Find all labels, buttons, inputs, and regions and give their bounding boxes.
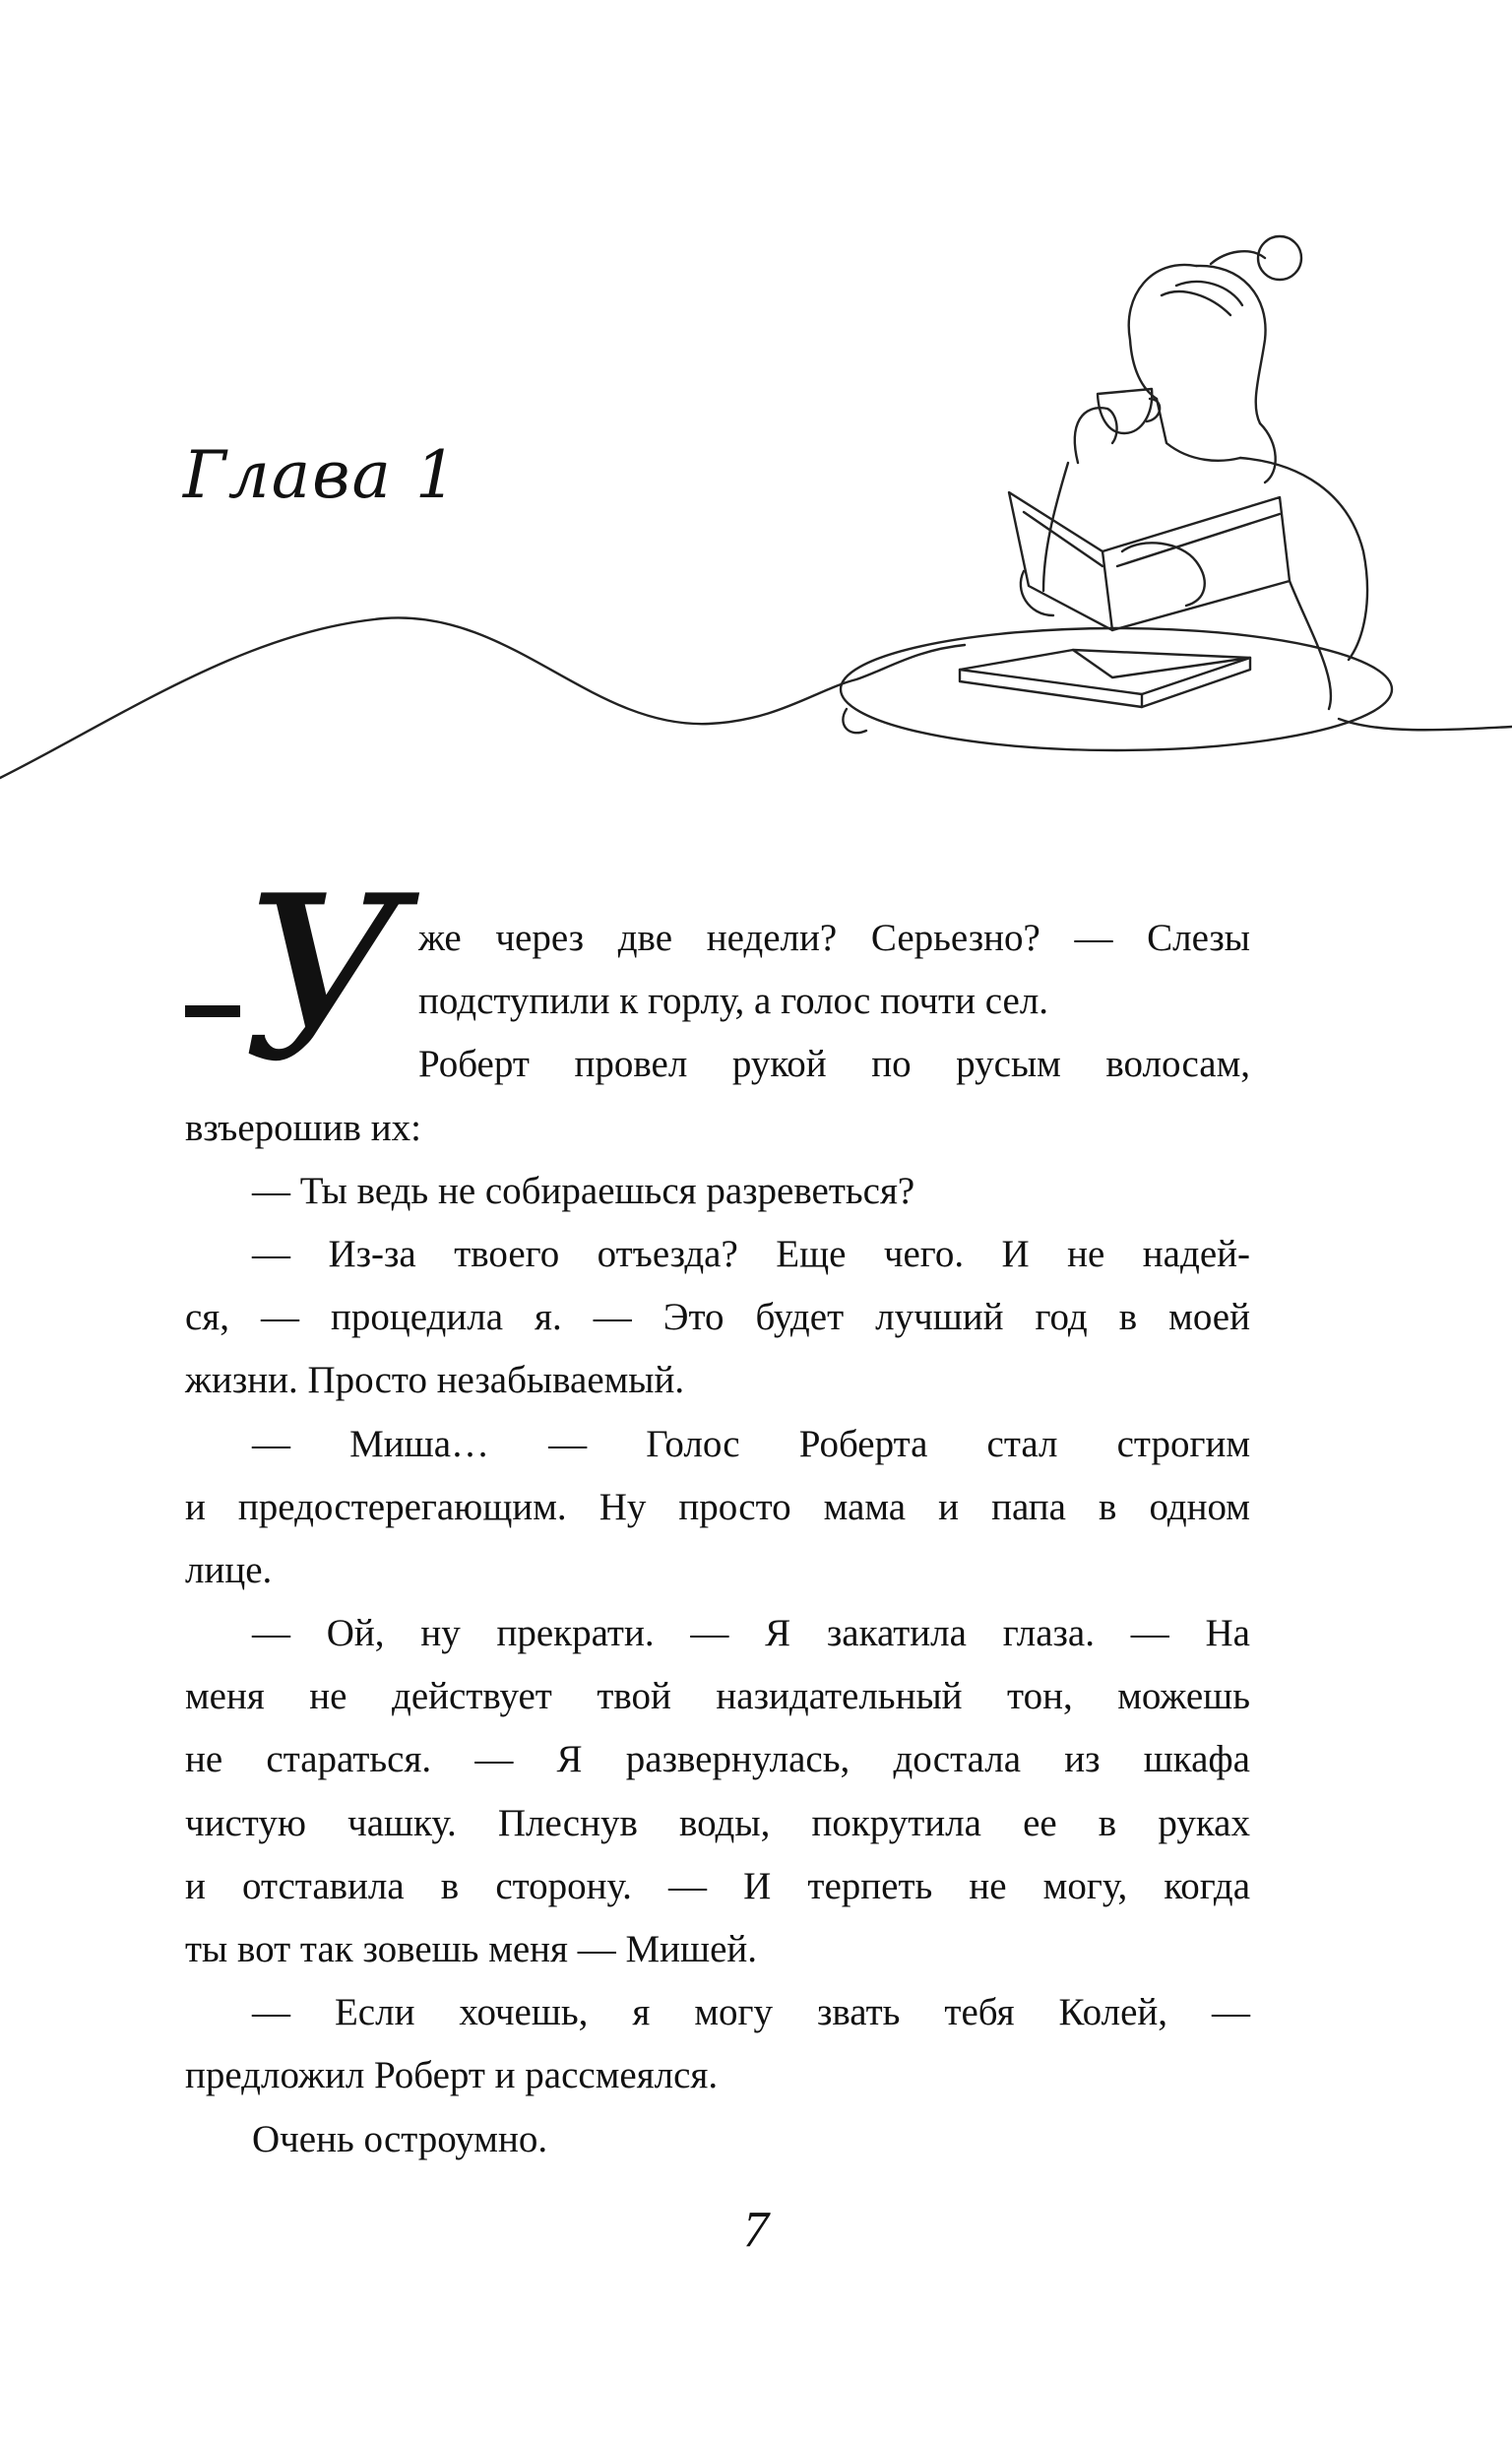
book-on-table-icon xyxy=(960,650,1250,707)
chapter-body xyxy=(185,907,1250,2171)
chapter-illustration xyxy=(0,0,1512,807)
text-line: и отставила в сторону. — И терпеть не могу, когда xyxy=(185,1864,1250,1907)
table-outline xyxy=(841,628,1392,750)
text-line: взъерошив их: xyxy=(185,1106,421,1149)
text-line: — Ты ведь не собираешься разреветься? xyxy=(252,1169,915,1212)
text-line: меня не действует твой назидательный тон, можешь xyxy=(185,1675,1250,1718)
text-line: Очень остроумно. xyxy=(252,2117,548,2160)
text-line: — Из-за твоего отъезда? Еще чего. И не надей- xyxy=(252,1232,1250,1275)
text-line: же через две недели? Серьезно? — Слезы xyxy=(418,917,1250,959)
text-line: — Если хочешь, я могу звать тебя Колей, — xyxy=(252,1991,1250,2034)
woman-reading-icon xyxy=(1009,236,1367,709)
text-line: предложил Роберт и рассмеялся. xyxy=(185,2054,719,2097)
text-line: и предостерегающим. Ну просто мама и папа в одном xyxy=(185,1485,1250,1528)
text-line: лице. xyxy=(185,1548,273,1591)
text-line: — Миша… — Голос Роберта стал строгим xyxy=(252,1422,1250,1465)
text-line: ся, — процедила я. — Это будет лучший год в моей xyxy=(185,1296,1250,1339)
text-line: не стараться. — Я развернулась, достала из шкафа xyxy=(185,1738,1250,1781)
page-number: 7 xyxy=(743,2202,769,2258)
chapter-title: Глава 1 xyxy=(183,437,459,514)
text-line: — Ой, ну прекрати. — Я закатила глаза. — На xyxy=(252,1612,1250,1655)
drop-cap-letter: У xyxy=(242,849,407,1112)
text-line: ты вот так зовешь меня — Мишей. xyxy=(185,1928,758,1970)
text-line: чистую чашку. Плеснув воды, покрутила ее в руках xyxy=(185,1801,1250,1844)
text-line: Роберт провел рукой по русым волосам, xyxy=(418,1043,1250,1086)
text-line: подступили к горлу, а голос почти сел. xyxy=(418,980,1049,1023)
text-line: жизни. Просто незабываемый. xyxy=(185,1359,685,1402)
wave-line xyxy=(0,617,965,778)
cup-icon xyxy=(1098,389,1152,433)
